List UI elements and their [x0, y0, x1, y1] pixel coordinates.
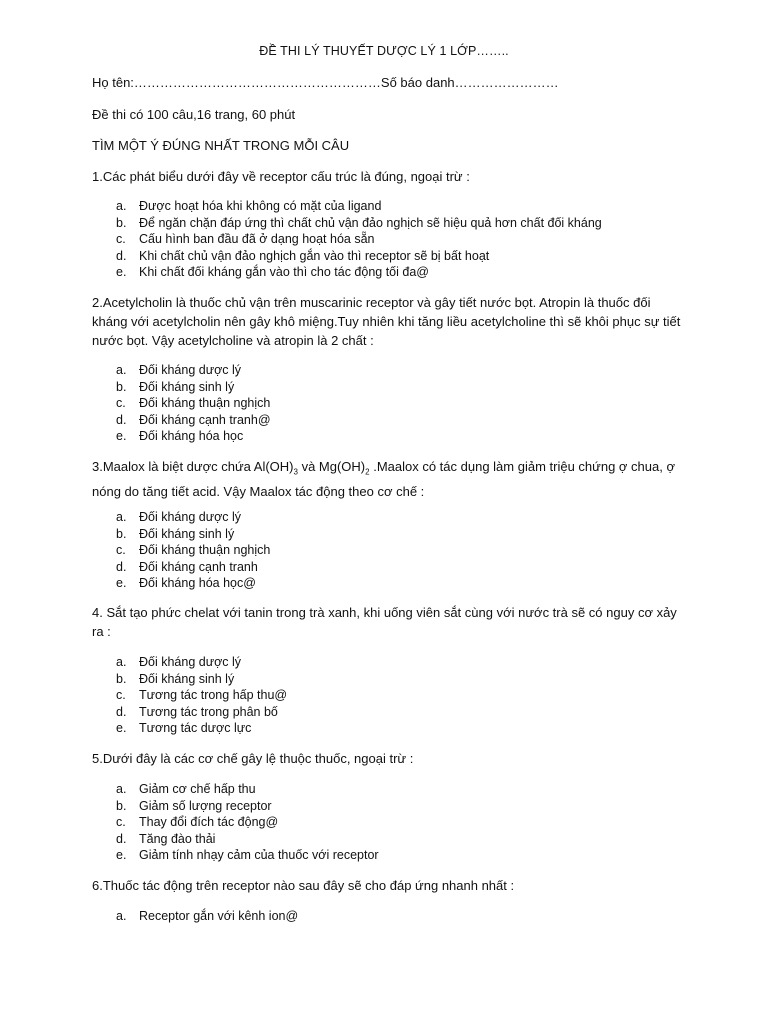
option-2c: c. Đối kháng thuận nghịch	[116, 396, 271, 410]
option-3a: a. Đối kháng dược lý	[116, 510, 242, 524]
exam-title: ĐỀ THI LÝ THUYẾT DƯỢC LÝ 1 LỚP……..	[259, 44, 509, 58]
option-4d: d. Tương tác trong phân bố	[116, 704, 278, 719]
option-1e: e. Khi chất đối kháng gắn vào thì cho tác động tối đa@	[116, 265, 429, 279]
option-1c: c. Cấu hình ban đầu đã ở dạng hoạt hóa sẵn	[116, 232, 375, 246]
option-5d: d. Tăng đào thải	[116, 831, 216, 846]
option-3c: c. Đối kháng thuận nghịch	[116, 543, 271, 557]
option-5a: a. Giảm cơ chế hấp thu	[116, 782, 256, 796]
option-4b: b. Đối kháng sinh lý	[116, 671, 235, 686]
question-3-options	[116, 509, 270, 592]
question-1-options	[116, 198, 602, 281]
option-1b: b. Để ngăn chặn đáp ứng thì chất chủ vận đảo nghịch sẽ hiệu quả hơn chất đối kháng	[116, 215, 602, 230]
option-2a: a. Đối kháng dược lý	[116, 363, 242, 377]
option-4e: e. Tương tác dược lực	[116, 721, 252, 735]
option-2e: e. Đối kháng hóa học	[116, 429, 244, 443]
option-2d: d. Đối kháng cạnh tranh@	[116, 412, 271, 427]
option-6a: a. Receptor gắn với kênh ion@	[116, 909, 299, 923]
option-1d: d. Khi chất chủ vận đảo nghịch gắn vào thì receptor sẽ bị bất hoạt	[116, 248, 490, 263]
option-5e: e. Giảm tính nhạy cảm của thuốc với receptor	[116, 848, 379, 862]
name-and-id-line: Họ tên:…………………………………………………Số báo danh……………………	[92, 75, 559, 90]
option-2b: b. Đối kháng sinh lý	[116, 379, 235, 394]
question-5-options	[116, 781, 379, 864]
question-2: 2.Acetylcholin là thuốc chủ vận trên muscarinic receptor và gây tiết nước bọt. Atropin là thuốc đối kháng với acetylcholin nên gây khô miệng.Tuy nhiên khi tăng liều acetylcholine thì sẽ khôi phục sự tiết nước bọt. Vậy acetylcholine và atropin là 2 chất :	[92, 295, 681, 348]
option-5b: b. Giảm số lượng receptor	[116, 798, 272, 813]
option-4c: c. Tương tác trong hấp thu@	[116, 688, 288, 702]
instruction: TÌM MỘT Ý ĐÚNG NHẤT TRONG MỖI CÂU	[92, 138, 350, 153]
question-3: 3.Maalox là biệt dược chứa $Al(OH)_3$ và $Mg(OH)_2$ .Maalox có tác dụng làm giảm triệu chứng ợ chua, ợ nóng do tăng tiết acid. Vậy Maalox tác động theo cơ chế :	[92, 459, 675, 499]
option-1a: a. Được hoạt hóa khi không có mặt của ligand	[116, 199, 382, 213]
question-6: 6.Thuốc tác động trên receptor nào sau đây sẽ cho đáp ứng nhanh nhất :	[92, 878, 515, 893]
option-3e: e. Đối kháng hóa học@	[116, 576, 256, 590]
question-6-options	[116, 908, 298, 925]
exam-info: Đề thi có 100 câu,16 trang, 60 phút	[92, 107, 296, 122]
option-5c: c. Thay đổi đích tác động@	[116, 815, 279, 829]
question-5: 5.Dưới đây là các cơ chế gây lệ thuộc thuốc, ngoại trừ :	[92, 751, 414, 766]
question-4-options	[116, 654, 287, 737]
option-4a: a. Đối kháng dược lý	[116, 655, 242, 669]
option-3d: d. Đối kháng cạnh tranh	[116, 559, 258, 574]
question-4: 4. Sắt tạo phức chelat với tanin trong trà xanh, khi uống viên sắt cùng với nước trà sẽ có nguy cơ xảy ra :	[92, 605, 677, 639]
question-2-options	[116, 362, 271, 445]
question-1: 1.Các phát biểu dưới đây về receptor cấu trúc là đúng, ngoại trừ :	[92, 169, 470, 184]
option-3b: b. Đối kháng sinh lý	[116, 526, 235, 541]
